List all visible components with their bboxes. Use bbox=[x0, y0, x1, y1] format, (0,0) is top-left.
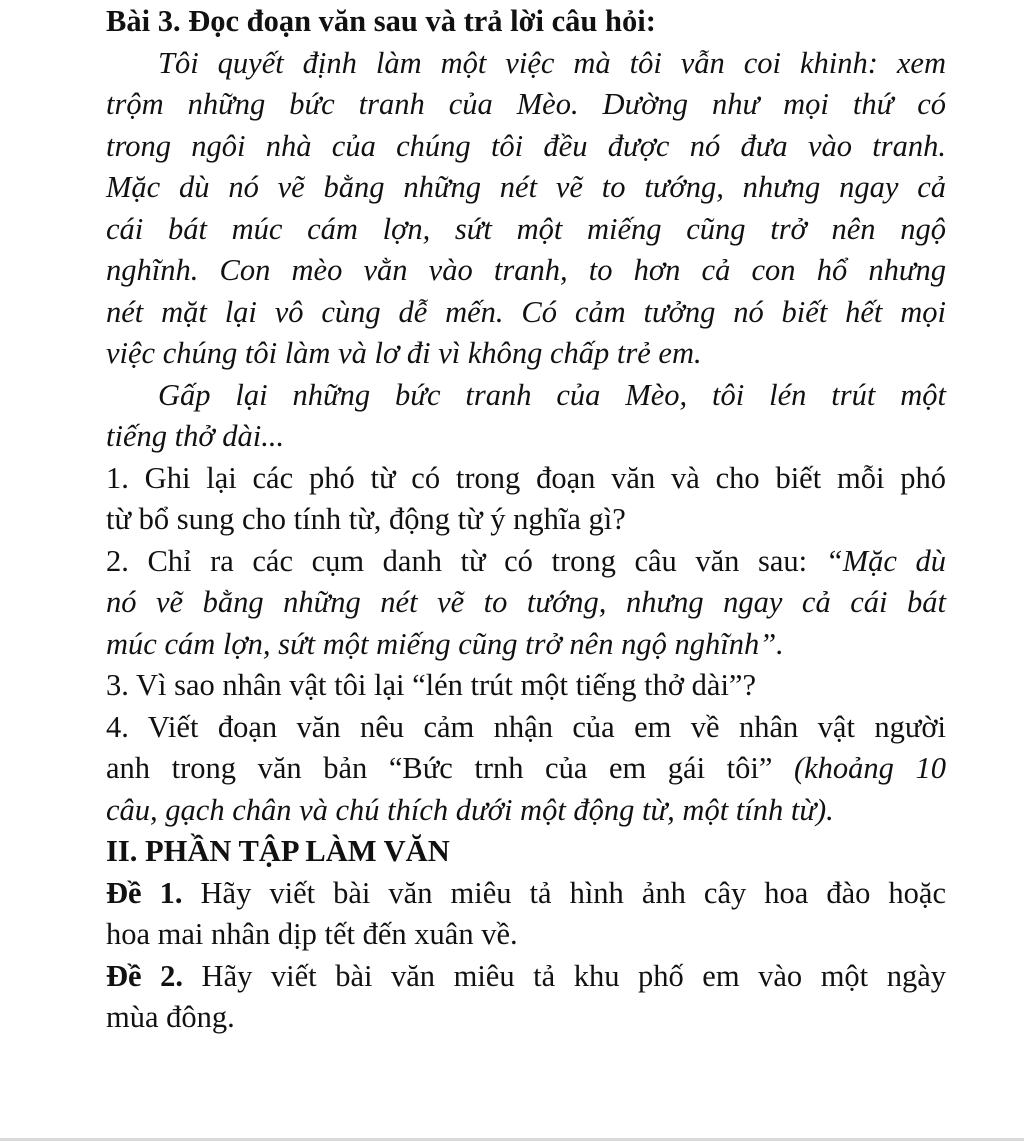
passage-line: Mặc dù nó vẽ bằng những nét vẽ to tướng, nhưng ngay cả bbox=[106, 170, 946, 204]
passage-line: tiếng thở dài... bbox=[106, 419, 285, 453]
question-text: 2. Chỉ ra các cụm danh từ có trong câu văn sau: bbox=[106, 543, 826, 578]
question-line: 4. Viết đoạn văn nêu cảm nhận của em về nhân vật người bbox=[106, 709, 946, 744]
reading-passage bbox=[106, 43, 946, 458]
passage-line: Gấp lại những bức tranh của Mèo, tôi lén trút một bbox=[158, 377, 946, 412]
topic-2 bbox=[106, 956, 946, 1039]
passage-line: Tôi quyết định làm một việc mà tôi vẫn coi khinh: xem bbox=[158, 45, 946, 80]
topic-line bbox=[106, 873, 946, 915]
section-heading: II. PHẦN TẬP LÀM VĂN bbox=[106, 834, 450, 868]
question-note: (khoảng 10 bbox=[793, 751, 946, 785]
question-line: từ bổ sung cho tính từ, động từ ý nghĩa gì? bbox=[106, 502, 626, 536]
quoted-sentence: nó vẽ bằng những nét vẽ to tướng, nhưng ngay cả cái bát bbox=[106, 585, 946, 619]
question-line bbox=[106, 541, 946, 583]
question-3: 3. Vì sao nhân vật tôi lại “lén trút một tiếng thở dài”? bbox=[106, 668, 756, 702]
passage-line: nghĩnh. Con mèo vằn vào tranh, to hơn cả con hổ nhưng bbox=[106, 253, 946, 287]
passage-line: việc chúng tôi làm và lơ đi vì không chấp trẻ em. bbox=[106, 336, 702, 370]
passage-line: trong ngôi nhà của chúng tôi đều được nó đưa vào tranh. bbox=[106, 128, 946, 163]
topic-line: hoa mai nhân dịp tết đến xuân về. bbox=[106, 917, 518, 951]
passage-line: nét mặt lại vô cùng dễ mến. Có cảm tưởng nó biết hết mọi bbox=[106, 294, 946, 329]
question-text: anh trong văn bản “Bức trnh của em gái tôi” bbox=[106, 751, 794, 785]
question-2 bbox=[106, 541, 946, 666]
passage-line: trộm những bức tranh của Mèo. Dường như mọi thứ có bbox=[106, 87, 946, 121]
topic-label: Đề 1. bbox=[106, 875, 183, 910]
question-1 bbox=[106, 458, 946, 541]
question-note: câu, gạch chân và chú thích dưới một động từ, một tính từ). bbox=[106, 792, 834, 827]
quoted-sentence: “Mặc dù bbox=[825, 543, 946, 578]
topic-line bbox=[106, 956, 946, 998]
passage-line: cái bát múc cám lợn, sứt một miếng cũng trở nên ngộ bbox=[106, 211, 946, 246]
exercise-title: Bài 3. Đọc đoạn văn sau và trả lời câu hỏi: bbox=[106, 4, 656, 38]
topic-text: Hãy viết bài văn miêu tả hình ảnh cây hoa đào hoặc bbox=[182, 875, 946, 910]
question-4 bbox=[106, 707, 946, 832]
quoted-sentence: múc cám lợn, sứt một miếng cũng trở nên ngộ nghĩnh”. bbox=[106, 626, 784, 661]
topic-line: mùa đông. bbox=[106, 1000, 235, 1034]
question-line bbox=[106, 748, 946, 790]
topic-text: Hãy viết bài văn miêu tả khu phố em vào một ngày bbox=[183, 958, 946, 993]
topic-1 bbox=[106, 873, 946, 956]
topic-label: Đề 2. bbox=[106, 958, 183, 993]
question-line: 1. Ghi lại các phó từ có trong đoạn văn và cho biết mỗi phó bbox=[106, 460, 946, 495]
